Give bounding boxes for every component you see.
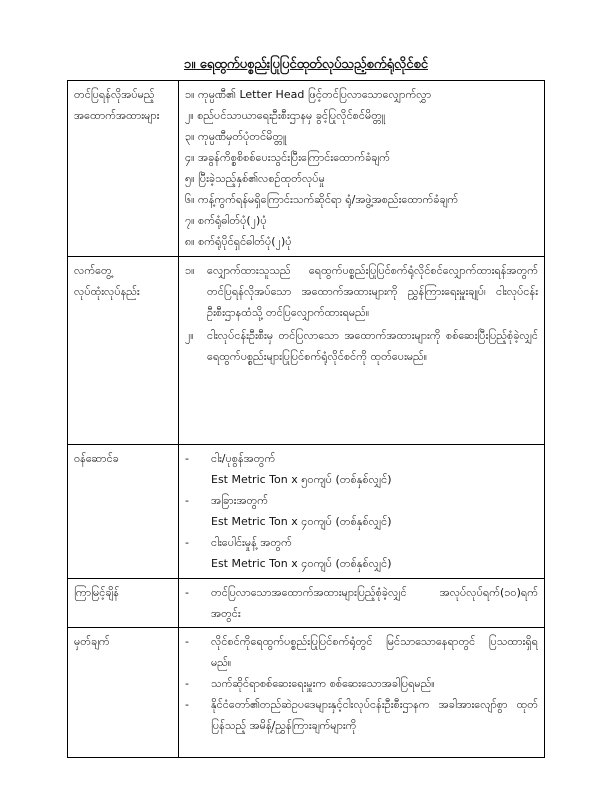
row-label-remarks: မှတ်ချက် — [68, 628, 179, 758]
step-number: ၂။ — [185, 329, 194, 342]
dash: - — [185, 452, 189, 465]
table-row — [68, 628, 545, 758]
list-item: ၁။ ကုမ္ပဏီ၏ Letter Head ဖြင့်တင်ပြလာသောလျှောက်လွှာ — [185, 88, 432, 101]
fee-name: ငါး/ပုစွန်အတွက် — [211, 452, 276, 465]
list-item — [185, 673, 538, 694]
row-label-fee: ဝန်ဆောင်ခ — [68, 445, 179, 579]
step-number: ၁။ — [185, 264, 195, 277]
step-text: လျှောက်ထားသူသည် ရေထွက်ပစ္စည်းပြုပြင်စက်ရုံလိုင်စင်လျှောက်ထားရန်အတွက်တင်ပြရန်လိုအပ်သော အထောက်အထားများကို ညွှန်ကြားရေးမှူးချုပ်၊ ငါးလုပ်ငန်းဦးစီးဌာနထံသို့ တင်ပြလျှောက်ထားရမည်။ — [207, 264, 538, 319]
row-label-requirements: တင်ပြရန်လိုအပ်မည့်အထောက်အထားများ — [68, 81, 179, 257]
page-title: ၁။ ရေထွက်ပစ္စည်းပြုပြင်ထုတ်လုပ်သည့်စက်ရုံလိုင်စင် — [184, 57, 428, 72]
fee-name: ငါးပေါင်းမှုန့် အတွက် — [211, 536, 292, 549]
fee-list — [179, 445, 545, 579]
step-text: ငါးလုပ်ငန်းဦးစီးမှ တင်ပြလာသော အထောက်အထားများကို စစ်ဆေးပြီးပြည့်စုံခဲ့လျှင် ရေထွက်ပစ္စည်းများပြုပြင်စက်ရုံလိုင်စင်ကို ထုတ်ပေးမည်။ — [207, 329, 538, 363]
fee-rate: Est Metric Ton x ၄၀ကျပ် (တစ်နှစ်လျှင်) — [211, 557, 392, 570]
dash: - — [185, 586, 189, 599]
requirements-list — [179, 81, 545, 257]
list-item: ၄။ အခွန်ကိစ္စစိစစ်ပေးသွင်းပြီးကြောင်းထောက်ခံချက် — [185, 151, 390, 164]
table-row — [68, 81, 545, 257]
fee-item — [185, 490, 538, 511]
table-row — [68, 579, 545, 628]
procedure-step — [185, 260, 538, 323]
list-item: ၆။ ကန့်ကွက်ရန်မရှိကြောင်းသက်ဆိုင်ရာ ရုံ/အဖွဲ့အစည်းထောက်ခံချက် — [185, 193, 459, 206]
dash: - — [185, 698, 189, 711]
remarks-list — [179, 628, 545, 758]
row-label-duration: ကြာမြင့်ချိန် — [68, 579, 179, 628]
list-item — [185, 582, 538, 624]
fee-rate: Est Metric Ton x ၅၀ကျပ် (တစ်နှစ်လျှင်) — [211, 473, 392, 486]
list-item: ၈။ စက်ရုံပိုင်ရှင်ဓါတ်ပုံ(၂)ပုံ — [185, 235, 292, 248]
row-label-procedure: လက်တွေ့လုပ်ထုံးလုပ်နည်း — [68, 257, 179, 445]
duration-cell — [179, 579, 545, 628]
fee-name: အခြားအတွက် — [211, 494, 269, 507]
list-item: ၃။ ကုမ္ပဏီမှတ်ပုံတင်မိတ္တူ — [185, 130, 287, 143]
procedure-steps — [179, 257, 545, 445]
fee-item — [185, 448, 538, 469]
list-item — [185, 694, 538, 736]
fee-item — [185, 532, 538, 553]
fee-rate: Est Metric Ton x ၄၀ကျပ် (တစ်နှစ်လျှင်) — [211, 515, 392, 528]
remark-text: သက်ဆိုင်ရာစစ်ဆေးရေးမှူးက စစ်ဆေးသောအခါပြရမည်။ — [211, 677, 435, 690]
duration-text: တင်ပြလာသောအထောက်အထားများပြည့်စုံခဲ့လျှင် အလုပ်လုပ်ရက်(၁၀)ရက်အတွင်း — [211, 586, 538, 620]
remark-text: လိုင်စင်ကိုရေထွက်ပစ္စည်းပြုပြင်စက်ရုံတွင် မြင်သာသောနေရာတွင် ပြသထားရှိရမည်။ — [211, 635, 538, 669]
list-item: ၇။ စက်ရုံဓါတ်ပုံ(၂)ပုံ — [185, 214, 267, 227]
dash: - — [185, 677, 189, 690]
list-item — [185, 631, 538, 673]
procedure-step — [185, 325, 538, 367]
dash: - — [185, 635, 189, 648]
list-item: ၂။ စည်ပင်သာယာရေးဦးစီးဌာနမှ ခွင့်ပြုလိုင်စင်မိတ္တူ — [185, 109, 386, 122]
license-info-table — [67, 80, 545, 758]
dash: - — [185, 536, 189, 549]
table-row — [68, 257, 545, 445]
remark-text: နိုင်ငံတော်၏တည်ဆဲဥပဒေများနှင့်ငါးလုပ်ငန်းဦးစီးဌာနက အခါအားလျော်စွာ ထုတ်ပြန်သည့် အမိန့်/ညွှန်ကြားချက်များကို — [211, 698, 538, 732]
dash: - — [185, 494, 189, 507]
list-item: ၅။ ပြီးခဲ့သည့်နှစ်၏လစဉ်ထုတ်လုပ်မှု — [185, 172, 325, 185]
table-row — [68, 445, 545, 579]
